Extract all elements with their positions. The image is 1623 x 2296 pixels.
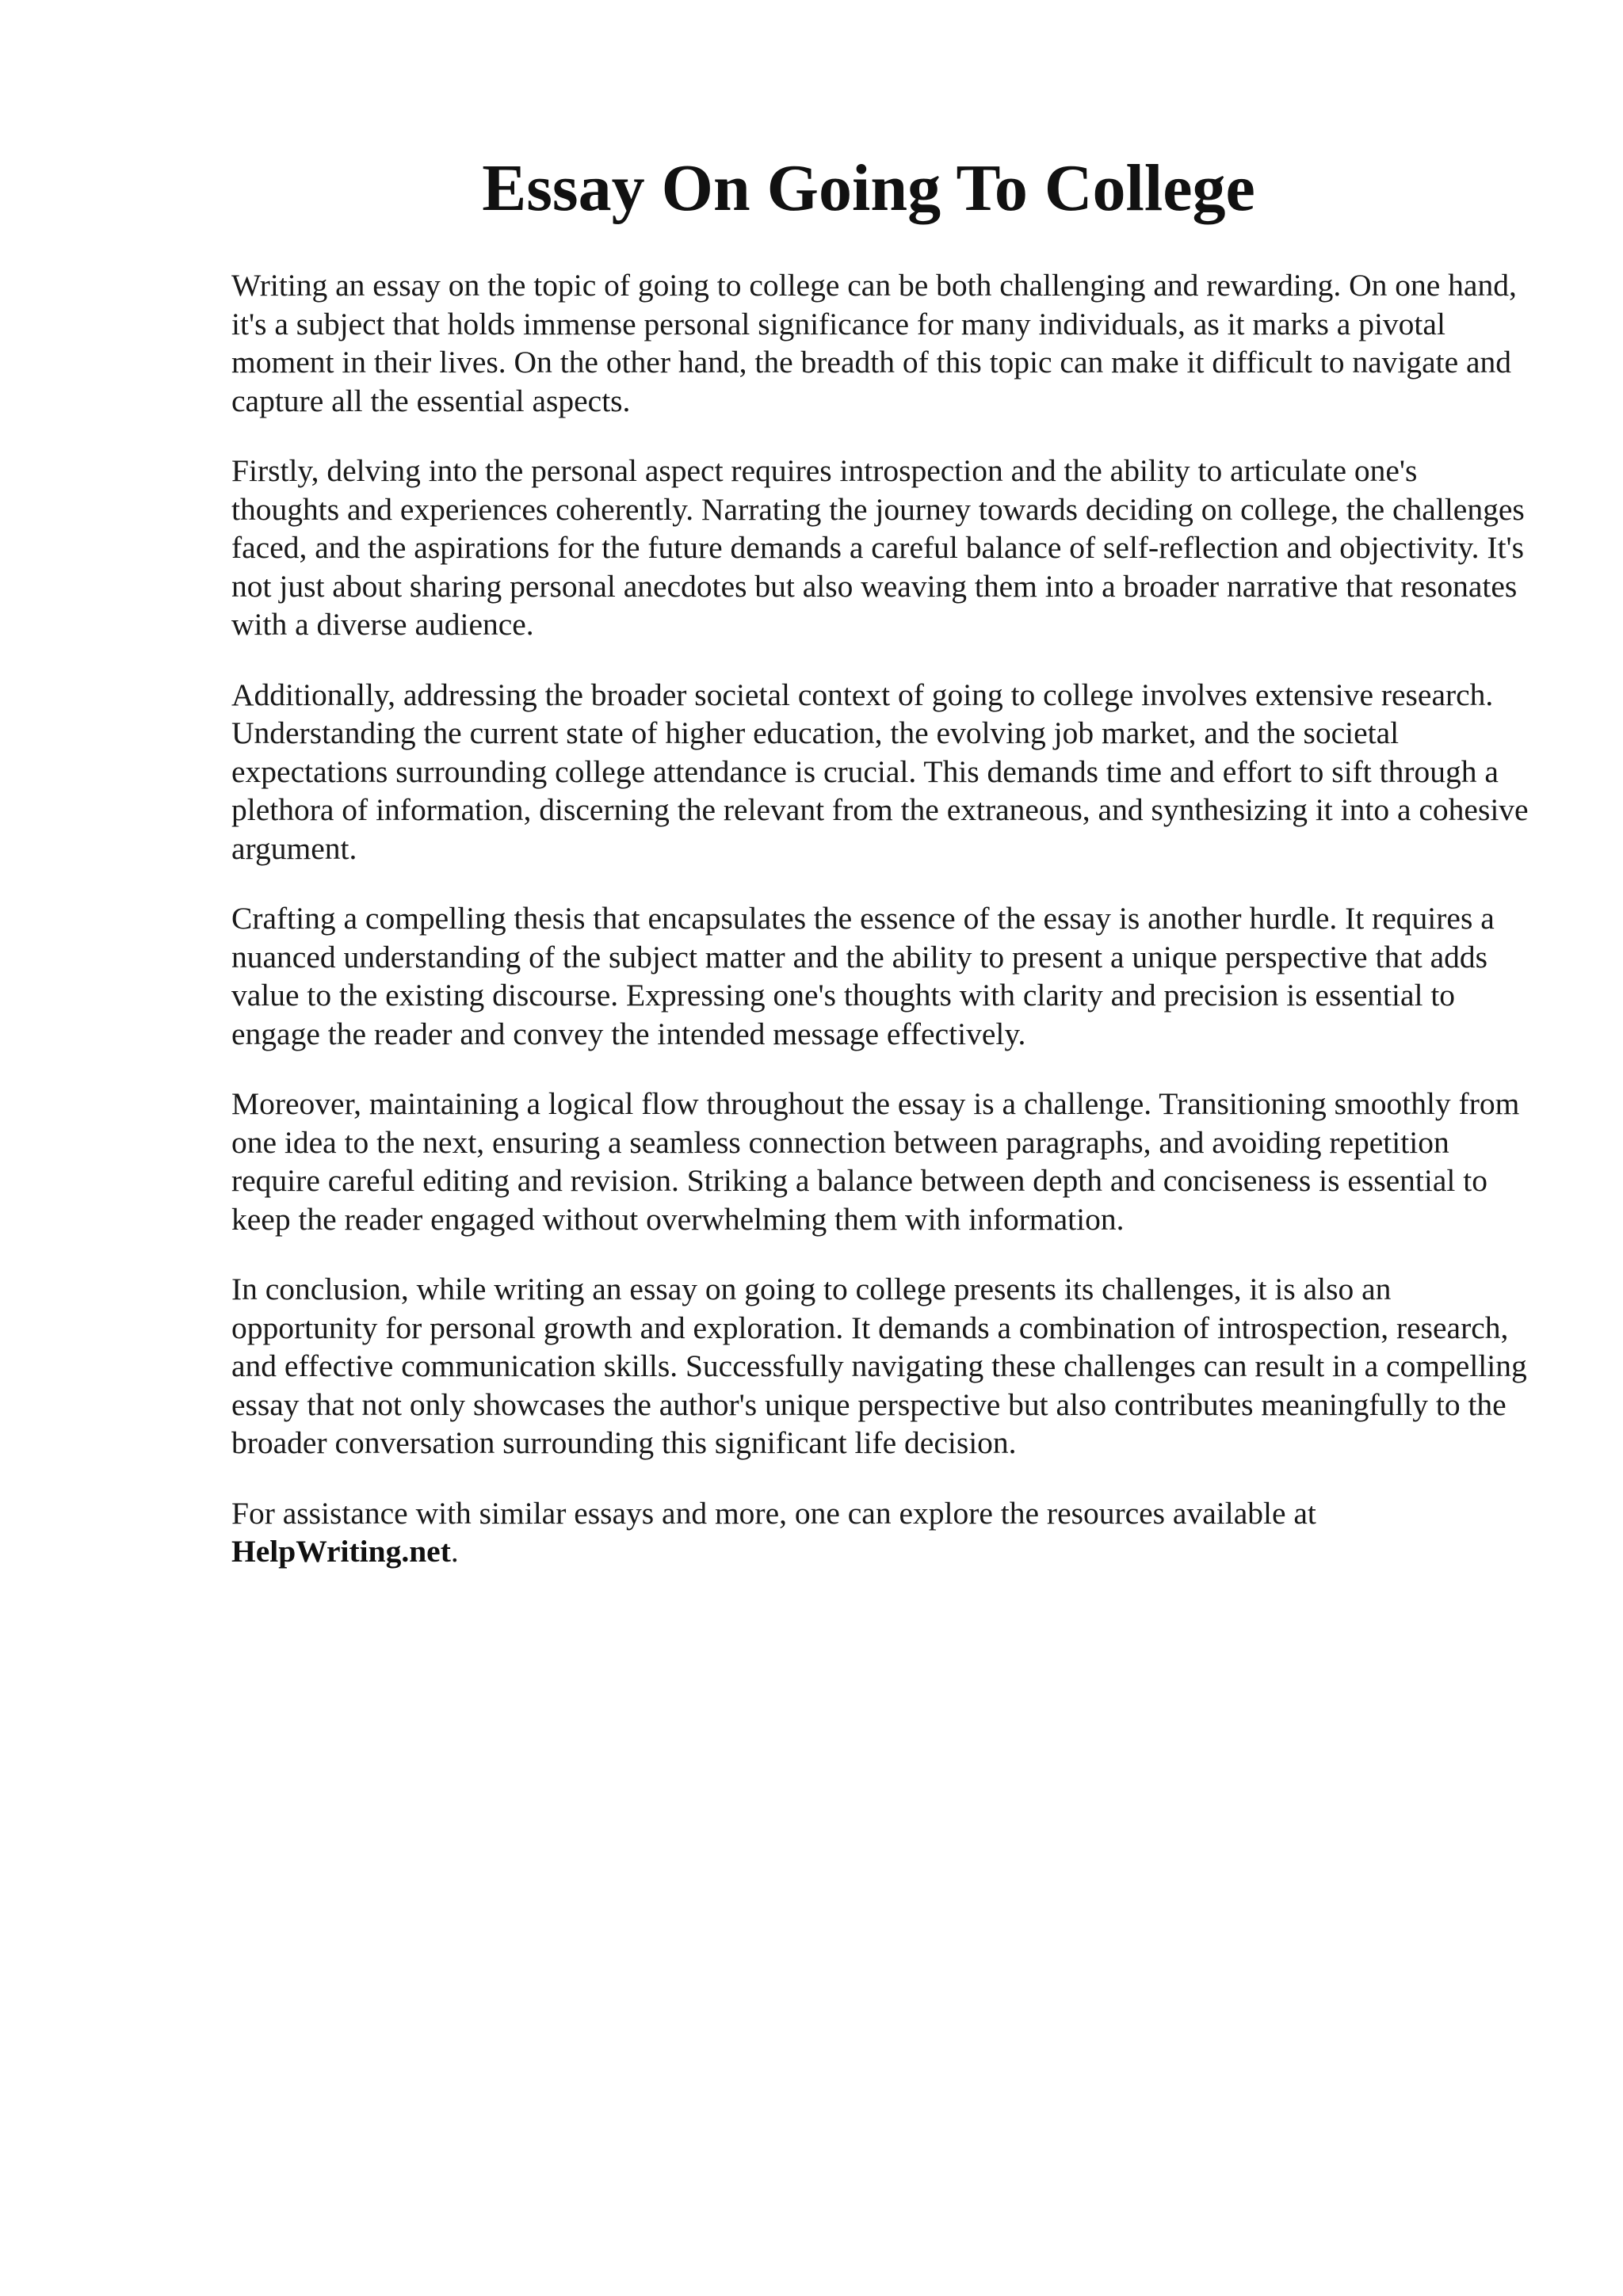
page-title: Essay On Going To College <box>482 151 1255 225</box>
paragraph-societal-context: Additionally, addressing the broader societal context of going to college involves extensive research. Understanding the current state of higher education, the evolving job market, and the societal expectations surrounding college attendance is crucial. This demands time and effort to sift through a plethora of information, discerning the relevant from the extraneous, and synthesizing it into a cohesive argument. <box>231 677 1529 866</box>
paragraph-logical-flow: Moreover, maintaining a logical flow throughout the essay is a challenge. Transitioning smoothly from one idea to the next, ensuring a seamless connection between paragraphs, and avoiding repetition require careful editing and revision. Striking a balance between depth and conciseness is essential to keep the reader engaged without overwhelming them with information. <box>231 1086 1520 1237</box>
helpwriting-link[interactable]: HelpWriting.net <box>231 1534 451 1569</box>
paragraph-conclusion: In conclusion, while writing an essay on going to college presents its challenges, it is also an opportunity for personal growth and exploration. It demands a combination of introspection, research, and effective communication skills. Successfully navigating these challenges can result in a compelling essay that not only showcases the author's unique perspective but also contributes meaningfully to the broader conversation surrounding this significant life decision. <box>231 1272 1527 1460</box>
closing-text: For assistance with similar essays and more, one can explore the resources available at <box>231 1495 1316 1531</box>
essay-body <box>231 266 1531 1603</box>
paragraph-closing <box>231 1494 1531 1571</box>
closing-period: . <box>450 1534 459 1569</box>
paragraph-personal-aspect: Firstly, delving into the personal aspect requires introspection and the ability to articulate one's thoughts and experiences coherently. Narrating the journey towards deciding on college, the challenges faced, and the aspirations for the future demands a careful balance of self-reflection and objectivity. It's not just about sharing personal anecdotes but also weaving them into a broader narrative that resonates with a diverse audience. <box>231 453 1525 642</box>
paragraph-intro: Writing an essay on the topic of going to college can be both challenging and rewarding. On one hand, it's a subject that holds immense personal significance for many individuals, as it marks a pivotal moment in their lives. On the other hand, the breadth of this topic can make it difficult to navigate and capture all the essential aspects. <box>231 268 1517 418</box>
paragraph-thesis: Crafting a compelling thesis that encapsulates the essence of the essay is another hurdle. It requires a nuanced understanding of the subject matter and the ability to present a unique perspective that adds value to the existing discourse. Expressing one's thoughts with clarity and precision is essential to engage the reader and convey the intended message effectively. <box>231 901 1495 1051</box>
